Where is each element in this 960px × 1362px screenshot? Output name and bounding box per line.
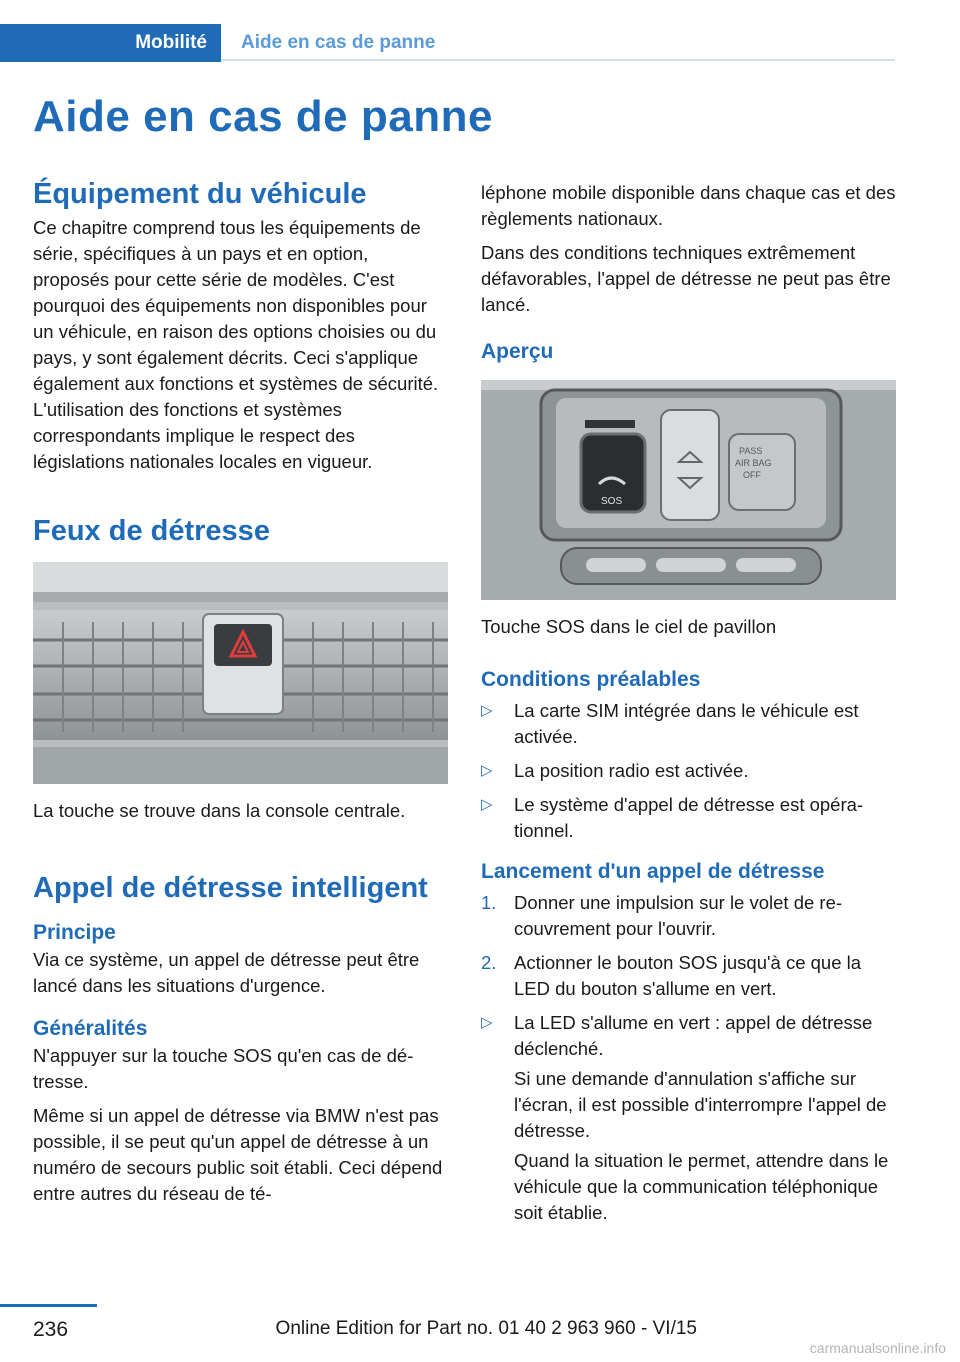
prereq-list bbox=[481, 698, 896, 844]
general-text-2: Même si un appel de détresse via BMW n'est pas possible, il se peut qu'un appel de détresse à un numéro de secours public soit établi. Ceci dépend entre autres du réseau de té- bbox=[33, 1105, 443, 1204]
result-sub-2: Quand la situation le permet, attendre dans le véhicule que la communication téléphonique soit établie. bbox=[514, 1150, 889, 1223]
sos-caption: Touche SOS dans le ciel de pavillon bbox=[481, 616, 777, 637]
general-text-1: N'appuyer sur la touche SOS qu'en cas de détresse. bbox=[33, 1045, 414, 1092]
hazard-caption: La touche se trouve dans la console centrale. bbox=[33, 800, 406, 821]
principle-text: Via ce système, un appel de détresse peut être lancé dans les situations d'urgence. bbox=[33, 949, 420, 996]
list-item: ▷ Le système d'appel de détresse est opérationnel. bbox=[481, 794, 864, 841]
header-tabs bbox=[0, 24, 895, 62]
triangle-right-outline-icon: ▷ bbox=[481, 762, 493, 779]
equipment-heading: Équipement du véhicule bbox=[33, 178, 367, 210]
page-title: Aide en cas de panne bbox=[33, 92, 493, 141]
right-column bbox=[481, 180, 896, 1234]
equipment-text: Ce chapitre comprend tous les équipements de série, spécifiques à un pays et en option, proposés pour cette série de modèles. C'est pourquoi des équipements non disponibles pour un véhicule, en raison des options choisies ou du pays, y sont également décrits. Ceci s'applique également aux fonctions et systèmes de sécurité. L'utilisation des fonctions et systèmes correspondants implique le respect des législations nationales locales en vigueur. bbox=[33, 217, 439, 472]
page-number: 236 bbox=[33, 1318, 69, 1341]
chapter-tab[interactable]: Aide en cas de panne bbox=[241, 32, 436, 53]
list-item: ▷ La position radio est activée. bbox=[481, 758, 896, 784]
launch-steps bbox=[481, 890, 896, 1226]
header-divider bbox=[221, 59, 895, 61]
hazard-figure bbox=[33, 562, 448, 784]
triangle-right-outline-icon: ▷ bbox=[481, 796, 493, 813]
pass-label: PASS bbox=[739, 446, 763, 456]
launch-heading: Lancement d'un appel de détresse bbox=[481, 860, 825, 883]
watermark: carmanualsonline.info bbox=[809, 1340, 946, 1356]
principle-heading: Principe bbox=[33, 921, 116, 944]
ecall-heading: Appel de détresse intelligent bbox=[33, 872, 428, 904]
prereq-heading: Conditions préalables bbox=[481, 668, 701, 691]
edition-text: Online Edition for Part no. 01 40 2 963 960 - VI/15 bbox=[275, 1318, 697, 1339]
sos-label: SOS bbox=[601, 496, 623, 507]
left-column bbox=[33, 178, 448, 1215]
conditions-text: Dans des conditions techniques extrêmement défavorables, l'appel de détresse ne peut pas être lancé. bbox=[481, 242, 891, 315]
triangle-right-outline-icon: ▷ bbox=[481, 1014, 493, 1031]
list-item: ▷ La carte SIM intégrée dans le véhicule est activée. bbox=[481, 700, 859, 747]
continued-text: léphone mobile disponible dans chaque cas et des règlements nationaux. bbox=[481, 182, 896, 229]
sos-illustration bbox=[481, 380, 896, 600]
list-item: 2. Actionner le bouton SOS jusqu'à ce que la LED du bouton s'allume en vert. bbox=[481, 952, 862, 999]
section-tab[interactable]: Mobilité bbox=[0, 24, 221, 62]
footer-rule bbox=[0, 1304, 97, 1307]
list-item: ▷ La LED s'allume en vert : appel de détresse déclenché. Si une demande d'annulation s'affiche sur l'écran, il est possible d'interrompre l'appel de détresse. Quand la situation le permet, attendre dans le véhicule que la communication téléphonique soit établie. bbox=[481, 1010, 896, 1226]
overview-heading: Aperçu bbox=[481, 340, 554, 363]
hazard-heading: Feux de détresse bbox=[33, 515, 270, 547]
triangle-right-outline-icon: ▷ bbox=[481, 702, 493, 719]
list-item: 1. Donner une impulsion sur le volet de recouvrement pour l'ouvrir. bbox=[481, 892, 843, 939]
off-label: OFF bbox=[743, 470, 761, 480]
airbag-label: AIR BAG bbox=[735, 458, 772, 468]
result-sub-1: Si une demande d'annulation s'affiche sur l'écran, il est possible d'interrompre l'appel de détresse. bbox=[514, 1068, 887, 1141]
general-heading: Généralités bbox=[33, 1017, 148, 1040]
hazard-illustration bbox=[33, 562, 448, 784]
sos-figure bbox=[481, 380, 896, 600]
